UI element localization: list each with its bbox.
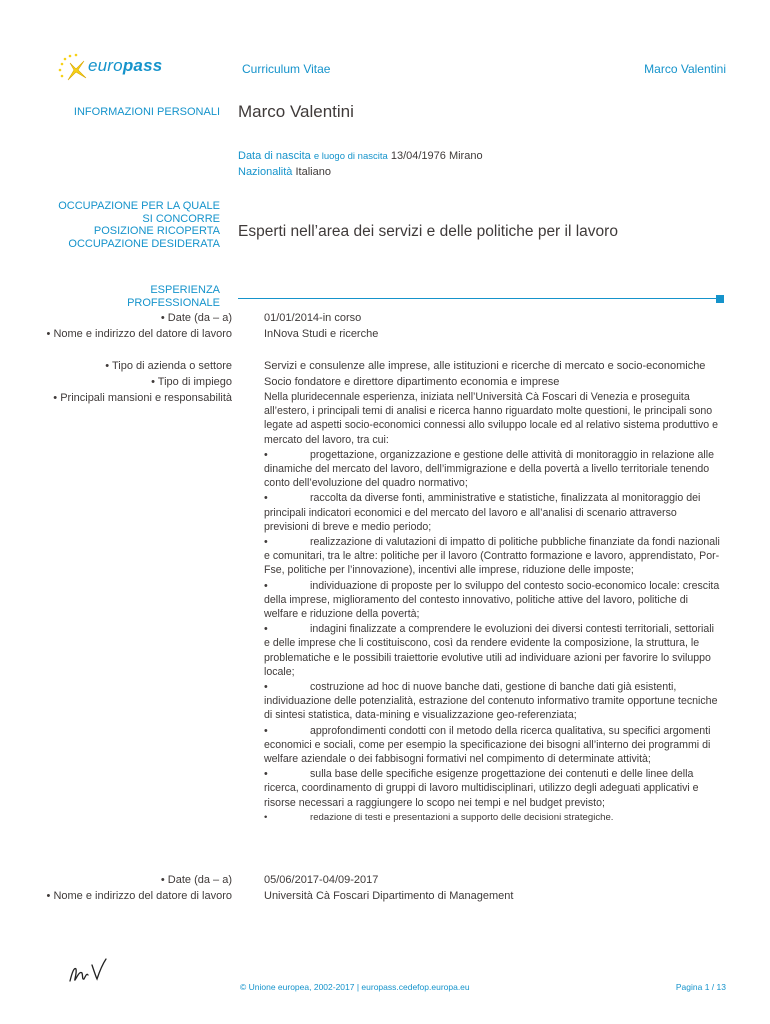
duty-text: indagini finalizzate a comprendere le evoluzioni dei diversi contesti territoriali, settoriali e delle imprese che li costituiscono, così da rendere evidente la composizione, la struttura, le problematiche e le possibili traiettorie evolutive utili ad individuare azioni per favorire lo sviluppo locale; — [264, 623, 714, 678]
occupation-label — [58, 200, 220, 250]
occupation-label-line: OCCUPAZIONE DESIDERATA — [68, 237, 220, 250]
job-date: 05/06/2017-04/09-2017 — [264, 874, 379, 886]
occupation-value: Esperti nell’area dei servizi e delle politiche per il lavoro — [238, 223, 618, 240]
birth-value: 13/04/1976 Mirano — [390, 150, 483, 162]
duty-bullet: • progettazione, organizzazione e gestione delle attività di monitoraggio in relazione alle dinamiche del mercato del lavoro, dell’immigrazione e della povertà a livello territoriale tenendo conto dell’evoluzione del quadro normativo; — [264, 448, 714, 490]
job-type: Socio fondatore e direttore dipartimento economia e imprese — [264, 376, 560, 388]
duty-text: sulla base delle specifiche esigenze progettazione dei contenuti e delle linee della ricerca, coordinamento di gruppi di lavoro multidisciplinari, utilizzo degli adeguati applicativi e risorse necessari a raggiungere lo scopo nei tempi e nel budget previsto; — [264, 768, 699, 809]
duty-bullet: • individuazione di proposte per lo sviluppo del contesto socio-economico locale: crescita della imprese, miglioramento del contesto innovativo, politiche attive del lavoro, politiche di welfare e riduzione della povertà; — [264, 579, 720, 621]
nationality-label: Nazionalità — [238, 166, 293, 178]
duty-bullet: • realizzazione di valutazioni di impatto di politiche pubbliche finanziate da fondi nazionali e comunitari, tra le altre: politiche per il lavoro (Contratto formazione e lavoro, apprendistato, Por-Fse, politiche per l’innovazione), incentivi alle imprese, riduzione delle imposte; — [264, 536, 720, 577]
cv-title: Curriculum Vitae — [242, 62, 331, 76]
job-company-type: Servizi e consulenze alle imprese, alle istituzioni e ricerche di mercato e socio-economiche — [264, 360, 706, 372]
occupation-label-line: OCCUPAZIONE PER LA QUALE — [58, 200, 220, 212]
duty-bullet: • indagini finalizzate a comprendere le evoluzioni dei diversi contesti territoriali, settoriali e delle imprese che li costituiscono, così da rendere evidente la composizione, la struttura, le problematiche e le possibili traiettorie evolutive utili ad individuare azioni per favorire lo sviluppo locale; — [264, 623, 714, 678]
experience-label-line: ESPERIENZA — [150, 284, 220, 296]
header-name: Marco Valentini — [644, 62, 726, 76]
section-divider-marker — [716, 295, 724, 303]
duty-text: progettazione, organizzazione e gestione delle attività di monitoraggio in relazione alle dinamiche del mercato del lavoro, dell’immigrazione e della povertà a livello territoriale tenendo conto dell’evoluzione del quadro normativo; — [264, 448, 714, 490]
job-employer: Università Cà Foscari Dipartimento di Management — [264, 890, 514, 902]
nationality-value: Italiano — [295, 166, 331, 178]
duties-intro: Nella pluridecennale esperienza, iniziata nell’Università Cà Foscari di Venezia e proseguita all’estero, i principali temi di analisi e ricerca hanno riguardato molte questioni, le principali sono legate ad aspetti socio-economici connessi allo sviluppo locale ed al relativo sistema produttivo e mercato del lavoro, tra cui: — [264, 391, 719, 446]
employer-label: • Nome e indirizzo del datore di lavoro — [46, 890, 232, 902]
occupation-label-line: POSIZIONE RICOPERTA — [93, 225, 220, 237]
personal-info-label: INFORMAZIONI PERSONALI — [73, 106, 220, 118]
duty-bullet: • approfondimenti condotti con il metodo della ricerca qualitativa, su specifici argomenti economici e sociali, come per esempio la specificazione dei bisogni all’interno dei programmi di welfare aziendale o dei fabbisogni formativi nel compimento di determinate attività; — [264, 724, 711, 766]
job-date: 01/01/2014-in corso — [264, 312, 362, 324]
duty-bullet: • raccolta da diverse fonti, amministrative e statistiche, finalizzata al monitoraggio dei principali indicatori economici e del mercato del lavoro e all’analisi di scenario attraverso previsioni di breve e medio periodo; — [264, 492, 701, 533]
job-type-label: • Tipo di impiego — [151, 376, 232, 388]
full-name: Marco Valentini — [238, 102, 354, 121]
occupation-label-line: SI CONCORRE — [142, 212, 220, 225]
duties-label: • Principali mansioni e responsabilità — [53, 392, 232, 404]
duty-text: realizzazione di valutazioni di impatto di politiche pubbliche finanziate da fondi nazionali e comunitari, tra le altre: politiche per il lavoro (Contratto formazione e lavoro, apprendistato, Por-Fse, politiche per l’innovazione), incentivi alle imprese, riduzione delle imposte; — [264, 536, 720, 577]
company-type-label: • Tipo di azienda o settore — [105, 360, 232, 372]
duty-bullet: • redazione di testi e presentazioni a supporto delle decisioni strategiche. — [264, 811, 614, 823]
duty-text: approfondimenti condotti con il metodo della ricerca qualitativa, su specifici argomenti economici e sociali, come per esempio la specificazione dei bisogni all’interno dei programmi di welfare aziendale o dei fabbisogni formativi nel compimento di determinate attività; — [264, 724, 711, 766]
birth-place-label: e luogo di nascita — [313, 151, 388, 162]
logo-wordmark: europass — [88, 56, 163, 75]
duty-text: raccolta da diverse fonti, amministrative e statistiche, finalizzata al monitoraggio dei principali indicatori economici e del mercato del lavoro e all’analisi di scenario attraverso previsioni di breve e medio periodo; — [264, 492, 701, 533]
birth-label: Data di nascita — [238, 150, 311, 162]
job-duties — [264, 390, 720, 825]
employer-label: • Nome e indirizzo del datore di lavoro — [46, 328, 232, 340]
date-label: • Date (da – a) — [160, 874, 232, 886]
experience-label-line: PROFESSIONALE — [127, 296, 220, 309]
duty-bullet: • costruzione ad hoc di nuove banche dati, gestione di banche dati già esistenti, individuazione delle potenzialità, estrazione del contenuto informativo tramite opportune tecniche di sintesi statistica, data-mining e visualizzazione geo-referenziata; — [264, 681, 718, 722]
duty-text: redazione di testi e presentazioni a supporto delle decisioni strategiche. — [310, 811, 614, 823]
nationality-info — [238, 166, 331, 178]
job-employer: InNova Studi e ricerche — [264, 328, 379, 340]
duty-bullet: • sulla base delle specifiche esigenze progettazione dei contenuti e delle linee della ricerca, coordinamento di gruppi di lavoro multidisciplinari, utilizzo degli adeguati applicativi e risorse necessari a raggiungere lo scopo nei tempi e nel budget previsto; — [264, 768, 699, 809]
page-number: Pagina 1 / 13 — [675, 982, 726, 992]
duty-text: individuazione di proposte per lo sviluppo del contesto socio-economico locale: crescita della imprese, miglioramento del contesto innovativo, politiche attive del lavoro, politiche di welfare e riduzione della povertà; — [264, 579, 720, 621]
section-divider — [238, 298, 718, 299]
europass-logo — [56, 52, 166, 86]
footer-copyright: © Unione europea, 2002-2017 | europass.cedefop.europa.eu — [240, 982, 470, 992]
signature — [66, 955, 112, 985]
duty-text: costruzione ad hoc di nuove banche dati, gestione di banche dati già esistenti, individuazione delle potenzialità, estrazione del contenuto informativo tramite opportune tecniche di sintesi statistica, data-mining e visualizzazione geo-referenziata; — [264, 681, 718, 722]
date-label: • Date (da – a) — [160, 312, 232, 324]
experience-label — [127, 284, 220, 309]
birth-info — [238, 150, 483, 162]
